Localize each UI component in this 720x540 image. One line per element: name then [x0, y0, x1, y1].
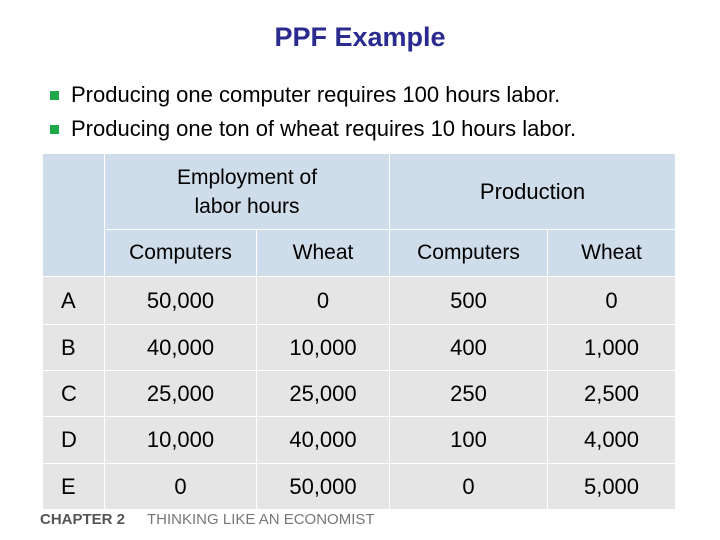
cell-emp-wheat: 0 — [257, 277, 390, 325]
employment-header: Employment of labor hours — [105, 154, 390, 230]
cell-prod-wheat: 1,000 — [548, 325, 676, 371]
cell-prod-wheat: 4,000 — [548, 417, 676, 464]
cell-prod-computers: 100 — [390, 417, 548, 464]
row-label: B — [43, 325, 105, 371]
cell-emp-computers: 10,000 — [105, 417, 257, 464]
table-row — [43, 277, 676, 325]
row-label: D — [43, 417, 105, 464]
square-bullet-icon — [50, 91, 59, 100]
cell-emp-wheat: 50,000 — [257, 464, 390, 510]
cell-emp-wheat: 25,000 — [257, 371, 390, 417]
cell-emp-computers: 0 — [105, 464, 257, 510]
cell-prod-computers: 250 — [390, 371, 548, 417]
cell-prod-wheat: 0 — [548, 277, 676, 325]
square-bullet-icon — [50, 125, 59, 134]
bullet-item — [48, 112, 708, 146]
table-row — [43, 325, 676, 371]
row-label: C — [43, 371, 105, 417]
sub-header-emp-wheat: Wheat — [257, 230, 390, 277]
bullet-list — [48, 78, 708, 146]
cell-prod-computers: 500 — [390, 277, 548, 325]
chapter-subtitle: THINKING LIKE AN ECONOMIST — [147, 510, 375, 528]
cell-prod-wheat: 2,500 — [548, 371, 676, 417]
table-row — [43, 464, 676, 510]
bullet-text: Producing one ton of wheat requires 10 hours labor. — [71, 116, 577, 141]
cell-emp-wheat: 10,000 — [257, 325, 390, 371]
bullet-text: Producing one computer requires 100 hours labor. — [71, 82, 561, 107]
slide-footer — [40, 509, 375, 529]
cell-prod-wheat: 5,000 — [548, 464, 676, 510]
table-row — [43, 371, 676, 417]
slide-title: PPF Example — [274, 22, 446, 52]
group-header-row — [43, 154, 676, 230]
sub-header-row — [43, 230, 676, 277]
cell-emp-computers: 25,000 — [105, 371, 257, 417]
row-label: A — [43, 277, 105, 325]
cell-prod-computers: 0 — [390, 464, 548, 510]
sub-header-emp-computers: Computers — [105, 230, 257, 277]
cell-prod-computers: 400 — [390, 325, 548, 371]
bullet-item — [48, 78, 708, 112]
row-label: E — [43, 464, 105, 510]
cell-emp-computers: 50,000 — [105, 277, 257, 325]
cell-emp-wheat: 40,000 — [257, 417, 390, 464]
table-row — [43, 417, 676, 464]
production-header: Production — [390, 154, 676, 230]
chapter-label: CHAPTER 2 — [40, 510, 126, 528]
sub-header-prod-computers: Computers — [390, 230, 548, 277]
cell-emp-computers: 40,000 — [105, 325, 257, 371]
ppf-table — [42, 153, 676, 510]
corner-cell — [43, 154, 105, 277]
sub-header-prod-wheat: Wheat — [548, 230, 676, 277]
